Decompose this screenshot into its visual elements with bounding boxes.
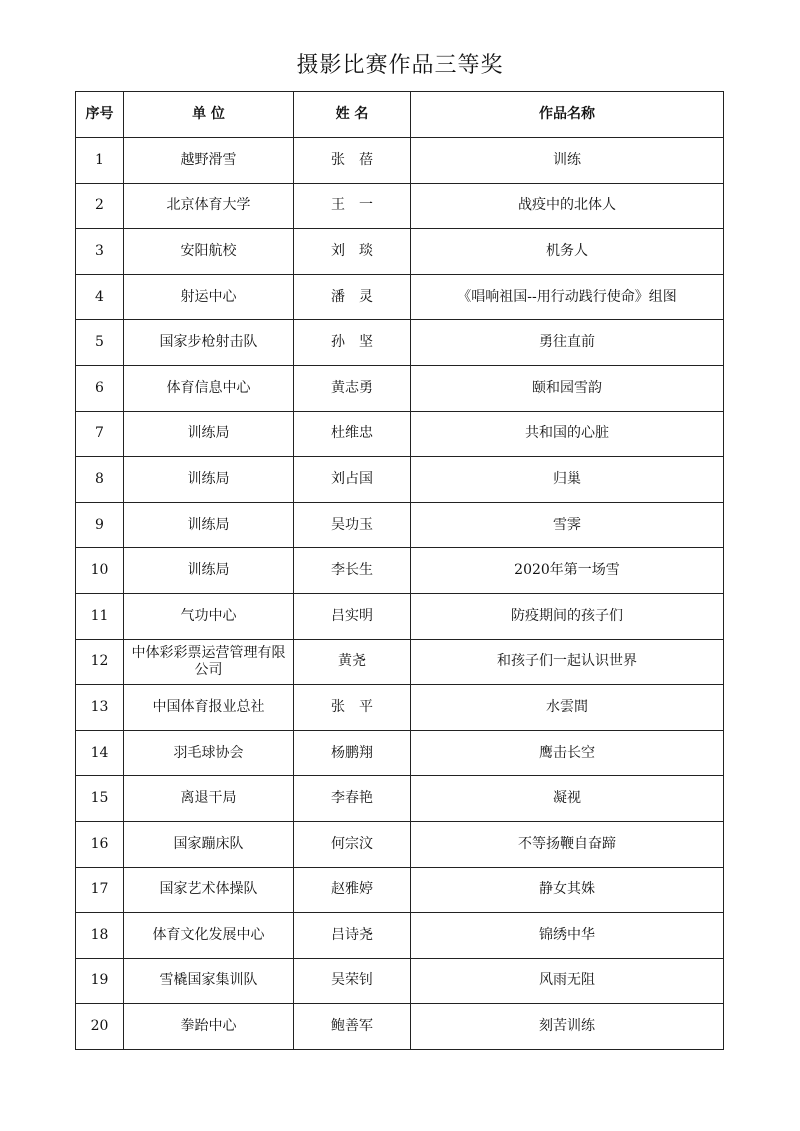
cell-name: 黄尧 [294,639,411,685]
cell-unit: 离退干局 [124,776,294,822]
header-unit: 单 位 [124,92,294,138]
cell-work: 战疫中的北体人 [411,183,724,229]
cell-no: 6 [76,365,124,411]
header-work: 作品名称 [411,92,724,138]
cell-name: 张 平 [294,685,411,731]
cell-unit: 训练局 [124,411,294,457]
table-row [76,913,724,959]
table-row [76,867,724,913]
cell-no: 3 [76,229,124,275]
cell-name: 吕诗尧 [294,913,411,959]
cell-unit: 中国体育报业总社 [124,685,294,731]
header-name: 姓 名 [294,92,411,138]
table-row [76,411,724,457]
cell-name: 何宗汶 [294,821,411,867]
cell-no: 1 [76,138,124,184]
cell-no: 16 [76,821,124,867]
cell-unit: 国家艺术体操队 [124,867,294,913]
header-row [76,92,724,138]
cell-no: 19 [76,958,124,1004]
table-row [76,229,724,275]
cell-unit: 国家蹦床队 [124,821,294,867]
cell-name: 杜维忠 [294,411,411,457]
cell-work: 《唱响祖国--用行动践行使命》组图 [411,274,724,320]
cell-name: 杨鹏翔 [294,730,411,776]
cell-work: 和孩子们一起认识世界 [411,639,724,685]
cell-unit: 射运中心 [124,274,294,320]
cell-name: 赵雅婷 [294,867,411,913]
cell-name: 鲍善军 [294,1004,411,1050]
cell-unit: 国家步枪射击队 [124,320,294,366]
cell-no: 8 [76,457,124,503]
cell-unit: 体育文化发展中心 [124,913,294,959]
table-row [76,958,724,1004]
cell-unit: 羽毛球协会 [124,730,294,776]
cell-name: 刘占国 [294,457,411,503]
table-row [76,1004,724,1050]
cell-unit: 雪橇国家集训队 [124,958,294,1004]
cell-work: 归巢 [411,457,724,503]
table-row [76,730,724,776]
cell-unit: 训练局 [124,548,294,594]
cell-name: 黄志勇 [294,365,411,411]
cell-no: 12 [76,639,124,685]
table-row [76,274,724,320]
cell-no: 11 [76,593,124,639]
cell-work: 鹰击长空 [411,730,724,776]
cell-unit: 越野滑雪 [124,138,294,184]
table-row [76,320,724,366]
cell-unit: 中体彩彩票运营管理有限公司 [124,639,294,685]
cell-work: 不等扬鞭自奋蹄 [411,821,724,867]
table-row [76,548,724,594]
cell-work: 雪霁 [411,502,724,548]
cell-work: 锦绣中华 [411,913,724,959]
cell-work: 凝视 [411,776,724,822]
cell-no: 9 [76,502,124,548]
cell-work: 勇往直前 [411,320,724,366]
cell-work: 2020年第一场雪 [411,548,724,594]
cell-work: 共和国的心脏 [411,411,724,457]
cell-no: 15 [76,776,124,822]
cell-no: 5 [76,320,124,366]
cell-name: 李长生 [294,548,411,594]
table-row [76,776,724,822]
table-row [76,593,724,639]
cell-work: 训练 [411,138,724,184]
header-no: 序号 [76,92,124,138]
table-body [76,138,724,1050]
cell-no: 20 [76,1004,124,1050]
table-row [76,138,724,184]
table-row [76,821,724,867]
cell-name: 潘 灵 [294,274,411,320]
cell-name: 吴荣钊 [294,958,411,1004]
cell-work: 静女其姝 [411,867,724,913]
cell-no: 13 [76,685,124,731]
award-table [75,91,724,1050]
cell-unit: 北京体育大学 [124,183,294,229]
cell-work: 机务人 [411,229,724,275]
cell-name: 吕实明 [294,593,411,639]
cell-name: 张 蓓 [294,138,411,184]
cell-unit: 气功中心 [124,593,294,639]
cell-unit: 安阳航校 [124,229,294,275]
cell-unit: 训练局 [124,502,294,548]
cell-name: 王 一 [294,183,411,229]
cell-work: 颐和园雪韵 [411,365,724,411]
cell-no: 18 [76,913,124,959]
page-title: 摄影比赛作品三等奖 [296,53,504,78]
cell-name: 孙 坚 [294,320,411,366]
cell-unit: 体育信息中心 [124,365,294,411]
cell-work: 防疫期间的孩子们 [411,593,724,639]
cell-no: 4 [76,274,124,320]
cell-no: 14 [76,730,124,776]
cell-work: 风雨无阻 [411,958,724,1004]
cell-no: 10 [76,548,124,594]
table-row [76,502,724,548]
cell-name: 李春艳 [294,776,411,822]
cell-name: 刘 琰 [294,229,411,275]
table-row [76,365,724,411]
table-row [76,183,724,229]
cell-unit: 拳跆中心 [124,1004,294,1050]
cell-name: 吴功玉 [294,502,411,548]
cell-no: 2 [76,183,124,229]
cell-work: 刻苦训练 [411,1004,724,1050]
cell-no: 7 [76,411,124,457]
cell-no: 17 [76,867,124,913]
table-header [76,92,724,138]
table-row [76,685,724,731]
cell-unit: 训练局 [124,457,294,503]
table-row [76,639,724,685]
cell-work: 水雲間 [411,685,724,731]
table-row [76,457,724,503]
